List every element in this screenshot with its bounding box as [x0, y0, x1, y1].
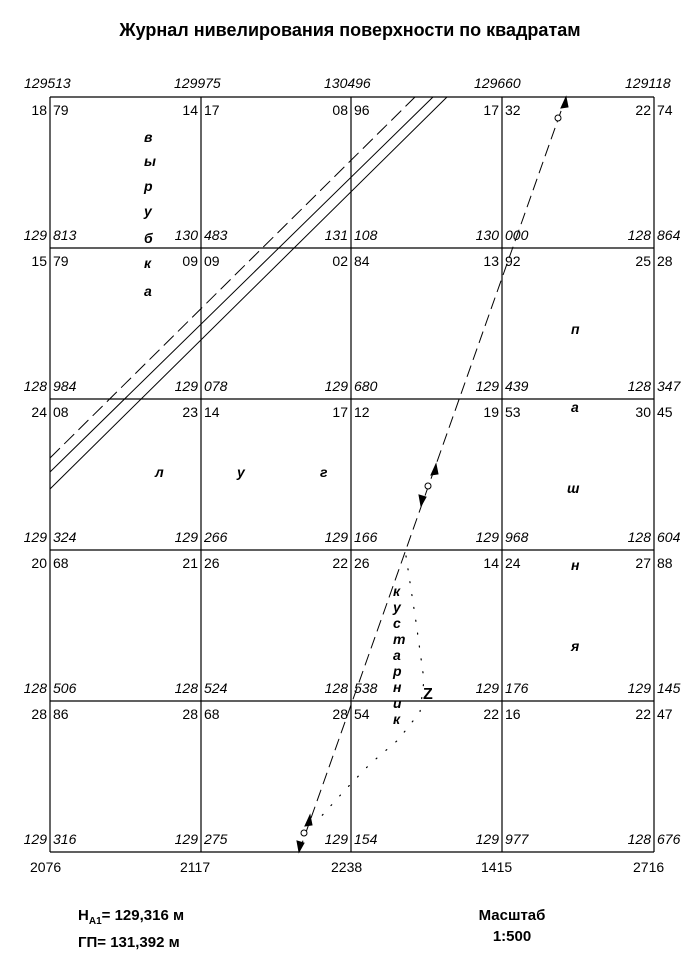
- reading-left: 13: [483, 253, 499, 269]
- clearing-label-letter: а: [144, 283, 152, 299]
- meadow-label-letter: у: [237, 464, 245, 480]
- node-labels: [24, 102, 682, 847]
- reading-left: 15: [31, 253, 47, 269]
- reading-right: 32: [505, 102, 521, 118]
- field-label-letter: я: [571, 638, 580, 654]
- mark-left: 130: [475, 227, 499, 243]
- arrow-head-mid-down: [419, 495, 426, 506]
- clearing-line-2: [50, 97, 447, 489]
- page-title: Журнал нивелирования поверхности по квадратам: [119, 20, 581, 40]
- reading-left: 17: [483, 102, 499, 118]
- bottom-number: 1415: [481, 859, 513, 875]
- shrub-label-letter: к: [393, 583, 401, 599]
- mark-left: 128: [627, 831, 651, 847]
- bottom-numbers: [30, 859, 664, 875]
- reading-right: 92: [505, 253, 521, 269]
- arrow-head-mid-up: [431, 464, 438, 475]
- reading-right: 12: [354, 404, 370, 420]
- shrub-label-letter: у: [393, 599, 401, 615]
- mark-left: 128: [23, 378, 47, 394]
- top-number: 129660: [474, 75, 521, 91]
- shrub-label-letter: н: [393, 679, 402, 695]
- reading-right: 68: [204, 706, 220, 722]
- bottom-number: 2238: [331, 859, 363, 875]
- survey-line: [297, 97, 568, 852]
- mark-left: 130: [174, 227, 198, 243]
- field-label-letter: п: [571, 321, 580, 337]
- mark-left: 129: [324, 529, 348, 545]
- footer-left: [78, 905, 184, 953]
- top-number: 129118: [625, 75, 671, 91]
- clearing-boundary: [50, 97, 447, 489]
- mark-right: 864: [657, 227, 681, 243]
- reading-left: 27: [635, 555, 651, 571]
- reading-right: 84: [354, 253, 370, 269]
- mark-left: 129: [475, 680, 499, 696]
- scale-value: 1:500: [492, 928, 532, 945]
- reading-left: 28: [31, 706, 47, 722]
- mark-right: 316: [53, 831, 77, 847]
- reading-right: 86: [53, 706, 69, 722]
- mark-right: 813: [53, 227, 77, 243]
- mark-right: 676: [657, 831, 681, 847]
- reading-right: 96: [354, 102, 370, 118]
- mark-left: 129: [23, 529, 47, 545]
- reading-left: 18: [31, 102, 47, 118]
- reading-right: 26: [354, 555, 370, 571]
- mark-right: 984: [53, 378, 77, 394]
- reading-left: 28: [182, 706, 198, 722]
- reading-left: 09: [182, 253, 198, 269]
- station-circle-top: [555, 115, 561, 121]
- ha1-value: = 129,316 м: [101, 907, 185, 924]
- reading-left: 14: [483, 555, 499, 571]
- top-number: 129975: [174, 75, 221, 91]
- reading-left: 14: [182, 102, 198, 118]
- bottom-number: 2117: [180, 859, 211, 875]
- reading-right: 88: [657, 555, 673, 571]
- reading-right: 26: [204, 555, 220, 571]
- mark-right: 483: [204, 227, 228, 243]
- clearing-label-letter: р: [144, 178, 153, 194]
- arrow-head-top: [561, 97, 568, 108]
- mark-left: 128: [627, 529, 651, 545]
- top-number: 130496: [324, 75, 371, 91]
- clearing-label-letter: к: [144, 255, 152, 271]
- clearing-line-1: [50, 97, 433, 472]
- mark-left: 128: [324, 680, 348, 696]
- reading-right: 45: [657, 404, 673, 420]
- mark-right: 275: [204, 831, 228, 847]
- mark-left: 128: [174, 680, 198, 696]
- mark-right: 145: [657, 680, 681, 696]
- reading-right: 16: [505, 706, 521, 722]
- mark-right: 968: [505, 529, 529, 545]
- mark-right: 524: [204, 680, 228, 696]
- reading-left: 22: [635, 706, 651, 722]
- ha1-prefix: Н: [78, 907, 89, 924]
- reading-right: 24: [505, 555, 521, 571]
- clearing-label-letter: у: [144, 203, 152, 219]
- mark-right: 977: [505, 831, 529, 847]
- mark-left: 128: [23, 680, 47, 696]
- reading-left: 24: [31, 404, 47, 420]
- top-number: 129513: [24, 75, 71, 91]
- mark-left: 129: [23, 227, 47, 243]
- terrain-labels: [143, 129, 580, 727]
- arrow-head-bottom-up: [305, 815, 312, 826]
- mark-right: 266: [204, 529, 228, 545]
- gp-line: ГП= 131,392 м: [78, 934, 180, 951]
- mark-right: 108: [354, 227, 378, 243]
- field-label-letter: ш: [567, 480, 580, 496]
- mark-right: 078: [204, 378, 228, 394]
- mark-right: 347: [657, 378, 681, 394]
- shrub-label-letter: с: [393, 615, 401, 631]
- reading-right: 79: [53, 102, 69, 118]
- mark-left: 129: [324, 378, 348, 394]
- shrub-label-letter: р: [393, 663, 402, 679]
- ha1-line: [78, 905, 184, 932]
- mark-right: 154: [354, 831, 378, 847]
- mark-right: 324: [53, 529, 77, 545]
- reading-left: 22: [483, 706, 499, 722]
- reading-right: 68: [53, 555, 69, 571]
- reading-right: 54: [354, 706, 370, 722]
- mark-left: 131: [324, 227, 348, 243]
- mark-right: 538: [354, 680, 378, 696]
- reading-right: 09: [204, 253, 220, 269]
- mark-left: 128: [627, 227, 651, 243]
- mark-left: 129: [174, 529, 198, 545]
- bottom-number: 2076: [30, 859, 62, 875]
- mark-right: 439: [505, 378, 529, 394]
- reading-left: 17: [332, 404, 348, 420]
- grid: [50, 97, 654, 852]
- reading-right: 14: [204, 404, 220, 420]
- mark-left: 129: [475, 529, 499, 545]
- clearing-label-letter: б: [144, 230, 153, 246]
- reading-left: 22: [332, 555, 348, 571]
- mark-right: 000: [505, 227, 529, 243]
- mark-right: 680: [354, 378, 378, 394]
- field-label-letter: а: [571, 399, 579, 415]
- mark-right: 506: [53, 680, 77, 696]
- mark-right: 604: [657, 529, 681, 545]
- scale-block: [462, 905, 562, 947]
- reading-left: 21: [182, 555, 198, 571]
- reading-left: 30: [635, 404, 651, 420]
- clearing-label-letter: ы: [144, 153, 156, 169]
- reading-right: 74: [657, 102, 673, 118]
- mark-left: 129: [475, 831, 499, 847]
- mark-right: 176: [505, 680, 529, 696]
- reading-right: 17: [204, 102, 220, 118]
- reading-left: 19: [483, 404, 499, 420]
- station-circle-bottom: [301, 830, 307, 836]
- reading-right: 28: [657, 253, 673, 269]
- reading-right: 08: [53, 404, 69, 420]
- scale-title: Масштаб: [478, 907, 546, 924]
- meadow-label-letter: г: [320, 464, 328, 480]
- shrub-label-letter: т: [393, 631, 406, 647]
- shrub-label-letter: а: [393, 647, 401, 663]
- bottom-number: 2716: [633, 859, 665, 875]
- mark-left: 129: [475, 378, 499, 394]
- shrub-label-letter: и: [393, 695, 402, 711]
- ha1-subscript: А1: [88, 916, 102, 927]
- mark-left: 129: [23, 831, 47, 847]
- mark-right: 166: [354, 529, 378, 545]
- z-label: Z: [423, 686, 433, 703]
- mark-left: 129: [174, 378, 198, 394]
- mark-left: 129: [627, 680, 651, 696]
- reading-left: 20: [31, 555, 47, 571]
- reading-left: 22: [635, 102, 651, 118]
- reading-right: 47: [657, 706, 673, 722]
- reading-left: 02: [332, 253, 348, 269]
- reading-left: 28: [332, 706, 348, 722]
- station-circle-middle: [425, 483, 431, 489]
- arrow-head-bottom: [297, 841, 304, 852]
- reading-left: 08: [332, 102, 348, 118]
- top-numbers: [24, 75, 671, 91]
- shrub-label-letter: к: [393, 711, 401, 727]
- reading-left: 25: [635, 253, 651, 269]
- field-label-letter: н: [571, 557, 580, 573]
- mark-left: 129: [174, 831, 198, 847]
- reading-right: 53: [505, 404, 521, 420]
- reading-left: 23: [182, 404, 198, 420]
- mark-left: 129: [324, 831, 348, 847]
- clearing-label-letter: в: [144, 129, 153, 145]
- reading-right: 79: [53, 253, 69, 269]
- mark-left: 128: [627, 378, 651, 394]
- meadow-label-letter: л: [155, 464, 164, 480]
